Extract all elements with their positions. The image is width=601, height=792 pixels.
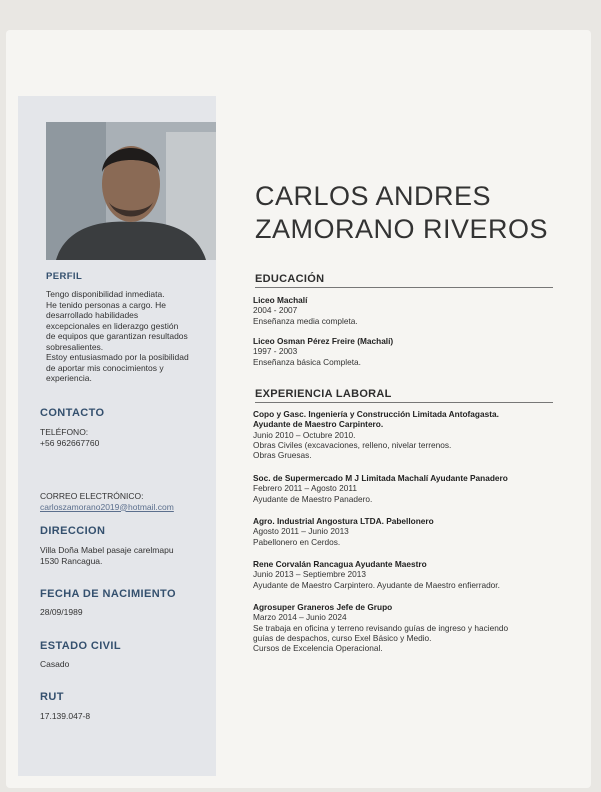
experience-item [253, 473, 553, 504]
school-detail: Enseñanza básica Completa. [253, 356, 361, 367]
school-detail: Enseñanza media completa. [253, 315, 358, 326]
job-dates: Febrero 2011 – Agosto 2011 [253, 483, 357, 494]
name-line-2: ZAMORANO RIVEROS [255, 214, 549, 244]
perfil-line: experiencia. [46, 373, 92, 383]
experience-item [253, 516, 553, 547]
job-detail: guías de despachos, curso Exel Básico y Medio. [253, 632, 432, 643]
perfil-line: excepcionales en liderazgo gestión [46, 320, 179, 331]
fecha-value: 28/09/1989 [40, 607, 83, 617]
perfil-line: Tengo disponibilidad inmediata. [46, 289, 165, 299]
school-years: 1997 - 2003 [253, 346, 298, 357]
perfil-line: de aportar mis conocimientos y [46, 362, 164, 373]
job-detail: Obras Civiles (excavaciones, relleno, nivelar terrenos. [253, 439, 452, 450]
job-detail: Obras Gruesas. [253, 450, 312, 461]
direccion-line: 1530 Rancagua. [40, 555, 103, 566]
education-item [253, 295, 553, 326]
rut-heading: RUT [40, 691, 64, 703]
job-detail: Se trabaja en oficina y terreno revisando guías de ingreso y haciendo [253, 622, 509, 633]
job-detail: Ayudante de Maestro Carpintero. Ayudante de Maestro enfierrador. [253, 579, 500, 590]
phone-label: TELÉFONO: [40, 427, 89, 437]
phone-block [40, 427, 210, 448]
job-dates: Junio 2010 – Octubre 2010. [253, 429, 356, 440]
perfil-line: He tenido personas a cargo. He [46, 299, 167, 310]
perfil-line: de equipos que garantizan resultados [46, 331, 188, 341]
education-item [253, 336, 553, 367]
rut-value: 17.139.047-8 [40, 711, 91, 721]
school-name: Liceo Machalí [253, 295, 308, 305]
job-detail: Pabellonero en Cerdos. [253, 536, 341, 547]
experience-item [253, 559, 553, 590]
perfil-line: desarrollado habilidades [46, 310, 139, 320]
estado-civil-heading: ESTADO CIVIL [40, 640, 121, 652]
perfil-text [46, 289, 211, 384]
job-dates: Marzo 2014 – Junio 2024 [253, 612, 347, 623]
job-role: Ayudante de Maestro Carpintero. [253, 419, 384, 430]
candidate-name [255, 180, 575, 246]
name-line-1: CARLOS ANDRES [255, 181, 492, 211]
perfil-line: sobresalientes. [46, 341, 104, 352]
email-label: CORREO ELECTRÓNICO: [40, 491, 144, 501]
email-link[interactable]: carloszamorano2019@hotmail.com [40, 501, 174, 512]
fecha-heading: FECHA DE NACIMIENTO [40, 588, 176, 600]
profile-photo [46, 122, 216, 260]
direccion-line: Villa Doña Mabel pasaje carelmapu [40, 545, 174, 555]
educacion-heading: EDUCACIÓN [255, 273, 553, 288]
job-title: Rene Corvalán Rancagua Ayudante Maestro [253, 559, 427, 569]
job-detail: Cursos de Excelencia Operacional. [253, 643, 383, 654]
job-title: Soc. de Supermercado M J Limitada Machalí Ayudante Panadero [253, 473, 508, 483]
school-name: Liceo Osman Pérez Freire (Machalí) [253, 336, 394, 346]
direccion-text [40, 545, 210, 566]
experience-item [253, 602, 553, 653]
job-dates: Agosto 2011 – Junio 2013 [253, 526, 349, 537]
contacto-heading: CONTACTO [40, 407, 105, 419]
perfil-line: Estoy entusiasmado por la posibilidad [46, 352, 189, 362]
email-block [40, 491, 210, 512]
experiencia-heading: EXPERIENCIA LABORAL [255, 388, 553, 403]
school-years: 2004 - 2007 [253, 305, 298, 316]
job-title: Agro. Industrial Angostura LTDA. Pabellonero [253, 516, 434, 526]
phone-value: +56 962667760 [40, 437, 100, 448]
perfil-heading: PERFIL [46, 271, 83, 282]
job-detail: Ayudante de Maestro Panadero. [253, 493, 373, 504]
estado-civil-value: Casado [40, 659, 70, 669]
job-title: Agrosuper Graneros Jefe de Grupo [253, 602, 393, 612]
direccion-heading: DIRECCION [40, 525, 106, 537]
experience-item [253, 409, 553, 460]
job-dates: Junio 2013 – Septiembre 2013 [253, 569, 367, 580]
job-title: Copo y Gasc. Ingeniería y Construcción Limitada Antofagasta. [253, 409, 499, 419]
